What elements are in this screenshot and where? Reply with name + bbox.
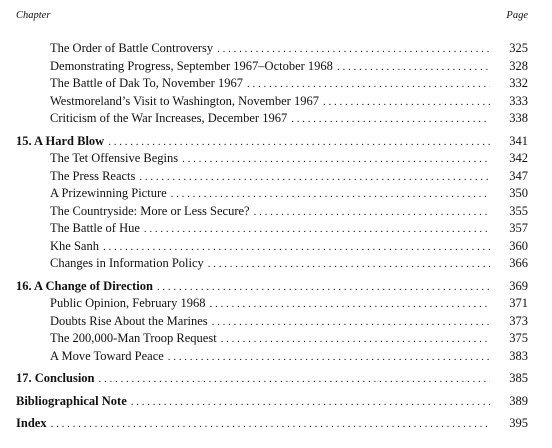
entry-title: The Countryside: More or Less Secure? xyxy=(50,203,250,218)
toc-header xyxy=(16,10,528,26)
entry-page-number: 366 xyxy=(509,256,528,270)
entry-title: The Press Reacts xyxy=(50,168,136,183)
entry-title: A Prizewinning Picture xyxy=(50,186,167,200)
entry-page-number: 325 xyxy=(509,41,528,55)
entry-page-number: 338 xyxy=(509,111,528,125)
entry-title: 16. A Change of Direction xyxy=(16,278,153,293)
entry-title: Index xyxy=(16,416,47,430)
entry-page-number: 350 xyxy=(509,186,528,200)
toc-subentry xyxy=(16,203,528,221)
dot-leader xyxy=(254,203,490,221)
dot-leader xyxy=(103,238,490,256)
toc-subentry xyxy=(16,255,528,273)
dot-leader xyxy=(212,313,490,331)
dot-leader xyxy=(210,295,490,313)
entry-page-number: 347 xyxy=(509,168,528,183)
chapter-column-heading: Chapter xyxy=(16,10,51,21)
toc-subentry xyxy=(16,220,528,238)
dot-leader xyxy=(247,75,490,93)
entry-page-number: 373 xyxy=(509,313,528,328)
toc-section xyxy=(16,415,528,434)
table-of-contents xyxy=(16,40,528,434)
entry-page-number: 385 xyxy=(509,371,528,385)
entry-title: Criticism of the War Increases, December 1967 xyxy=(50,111,288,125)
toc-subentry xyxy=(16,168,528,186)
entry-page-number: 341 xyxy=(509,133,528,148)
toc-subentry xyxy=(16,348,528,366)
entry-title: The 200,000-Man Troop Request xyxy=(50,331,217,345)
toc-subentry xyxy=(16,75,528,93)
dot-leader xyxy=(182,150,490,168)
entry-title: Khe Sanh xyxy=(50,238,99,253)
toc-subentry xyxy=(16,150,528,168)
toc-chapter-entry xyxy=(16,393,528,411)
dot-leader xyxy=(221,330,490,348)
entry-title: 17. Conclusion xyxy=(16,371,95,385)
toc-section xyxy=(16,393,528,412)
toc-subentry xyxy=(16,185,528,203)
entry-title: The Tet Offensive Begins xyxy=(50,151,179,165)
dot-leader xyxy=(208,255,490,273)
dot-leader xyxy=(131,393,490,411)
entry-page-number: 355 xyxy=(509,203,528,218)
toc-chapter-entry xyxy=(16,278,528,296)
toc-subentry xyxy=(16,40,528,58)
entry-page-number: 328 xyxy=(509,58,528,73)
entry-title: Changes in Information Policy xyxy=(50,256,204,270)
toc-chapter-entry xyxy=(16,370,528,388)
dot-leader xyxy=(291,110,490,128)
dot-leader xyxy=(171,185,490,203)
entry-title: A Move Toward Peace xyxy=(50,348,164,363)
entry-title: Bibliographical Note xyxy=(16,393,127,408)
toc-subentry xyxy=(16,58,528,76)
entry-page-number: 371 xyxy=(509,296,528,310)
entry-title: Doubts Rise About the Marines xyxy=(50,313,208,328)
entry-page-number: 332 xyxy=(509,76,528,90)
toc-section xyxy=(16,370,528,389)
entry-page-number: 375 xyxy=(509,331,528,345)
toc-subentry xyxy=(16,110,528,128)
entry-page-number: 333 xyxy=(509,93,528,108)
dot-leader xyxy=(157,278,490,296)
entry-title: Public Opinion, February 1968 xyxy=(50,296,206,310)
entry-page-number: 389 xyxy=(509,393,528,408)
entry-page-number: 342 xyxy=(509,151,528,165)
toc-chapter-entry xyxy=(16,415,528,433)
page-column-heading: Page xyxy=(506,10,528,21)
entry-title: Demonstrating Progress, September 1967–October 1968 xyxy=(50,58,333,73)
entry-page-number: 357 xyxy=(509,221,528,235)
dot-leader xyxy=(323,93,490,111)
entry-title: The Order of Battle Controversy xyxy=(50,41,214,55)
dot-leader xyxy=(139,168,490,186)
dot-leader xyxy=(51,415,490,433)
toc-subentry xyxy=(16,330,528,348)
entry-page-number: 360 xyxy=(509,238,528,253)
toc-subentry xyxy=(16,238,528,256)
dot-leader xyxy=(337,58,490,76)
toc-section xyxy=(16,278,528,367)
entry-page-number: 383 xyxy=(509,348,528,363)
dot-leader xyxy=(144,220,490,238)
entry-page-number: 395 xyxy=(509,416,528,430)
dot-leader xyxy=(108,133,490,151)
toc-subentry xyxy=(16,313,528,331)
toc-section xyxy=(16,40,528,129)
toc-subentry xyxy=(16,295,528,313)
entry-page-number: 369 xyxy=(509,278,528,293)
entry-title: The Battle of Hue xyxy=(50,221,140,235)
entry-title: Westmoreland’s Visit to Washington, November 1967 xyxy=(50,93,319,108)
toc-section xyxy=(16,133,528,274)
dot-leader xyxy=(99,370,491,388)
toc-chapter-entry xyxy=(16,133,528,151)
dot-leader xyxy=(217,40,490,58)
dot-leader xyxy=(168,348,490,366)
entry-title: 15. A Hard Blow xyxy=(16,133,105,148)
toc-subentry xyxy=(16,93,528,111)
entry-title: The Battle of Dak To, November 1967 xyxy=(50,76,243,90)
